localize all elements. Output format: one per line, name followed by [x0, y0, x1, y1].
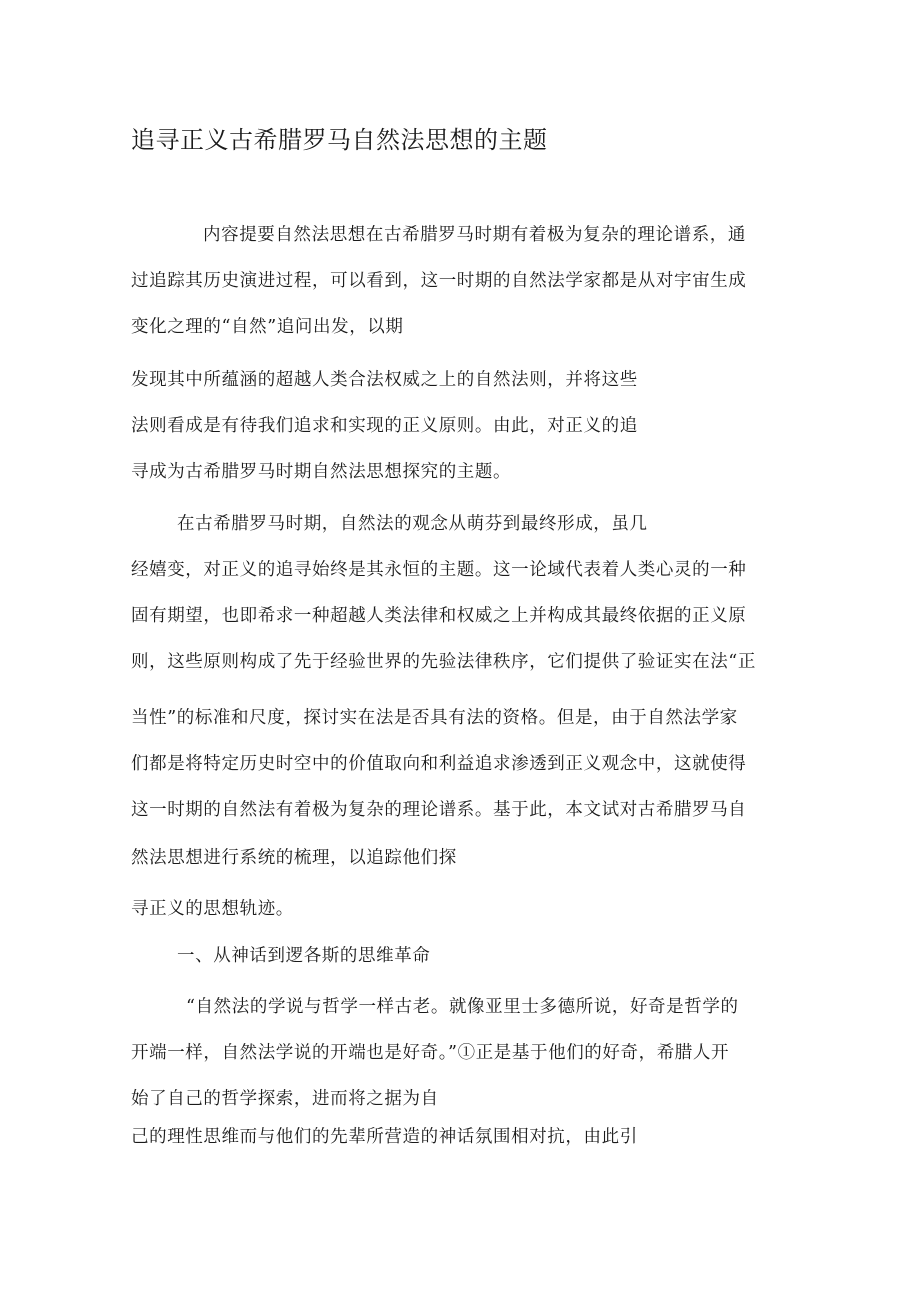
text-line: 始了自己的哲学探索，进而将之据为自: [131, 1089, 439, 1109]
text-line: 在古希腊罗马时期，自然法的观念从萌芬到最终形成，虽几: [177, 514, 648, 534]
text-line: 这一时期的自然法有着极为复杂的理论谱系。基于此，本文试对古希腊罗马自: [131, 800, 747, 820]
text-line: 经嬉变，对正义的追寻始终是其永恒的主题。这一论域代表着人类心灵的一种: [131, 560, 747, 580]
text-line: 则，这些原则构成了先于经验世界的先验法律秩序，它们提供了验证实在法“正: [131, 652, 756, 672]
section-heading: 一、从神话到逻各斯的思维革命: [177, 946, 431, 966]
text-line: “自然法的学说与哲学一样古老。就像亚里士多德所说，好奇是哲学的: [186, 997, 739, 1017]
text-line: 己的理性思维而与他们的先辈所营造的神话氛围相对抗，由此引: [131, 1127, 638, 1147]
text-line: 当性”的标准和尺度，探讨实在法是否具有法的资格。但是，由于自然法学家: [131, 708, 738, 728]
text-line: 固有期望，也即希求一种超越人类法律和权威之上并构成其最终依据的正义原: [131, 606, 747, 626]
text-line: 过追踪其历史演进过程，可以看到，这一时期的自然法学家都是从对宇宙生成: [131, 271, 747, 291]
text-line: 寻正义的思想轨迹。: [131, 899, 294, 919]
text-line: 开端一样，自然法学说的开端也是好奇。”①正是基于他们的好奇，希腊人开: [131, 1043, 730, 1063]
text-line: 寻成为古希腊罗马时期自然法思想探究的主题。: [131, 462, 512, 482]
document-title: 追寻正义古希腊罗马自然法思想的主题: [131, 126, 548, 154]
text-line: 然法思想进行系统的梳理，以追踪他们探: [131, 848, 457, 868]
text-line: 们都是将特定历史时空中的价值取向和利益追求渗透到正义观念中，这就使得: [131, 754, 747, 774]
text-line: 变化之理的“自然”追问出发，以期: [131, 317, 404, 337]
text-line: 法则看成是有待我们追求和实现的正义原则。由此，对正义的追: [131, 416, 638, 436]
text-line: 内容提要自然法思想在古希腊罗马时期有着极为复杂的理论谱系，通: [203, 225, 746, 245]
text-line: 发现其中所蕴涵的超越人类合法权威之上的自然法则，并将这些: [131, 370, 638, 390]
